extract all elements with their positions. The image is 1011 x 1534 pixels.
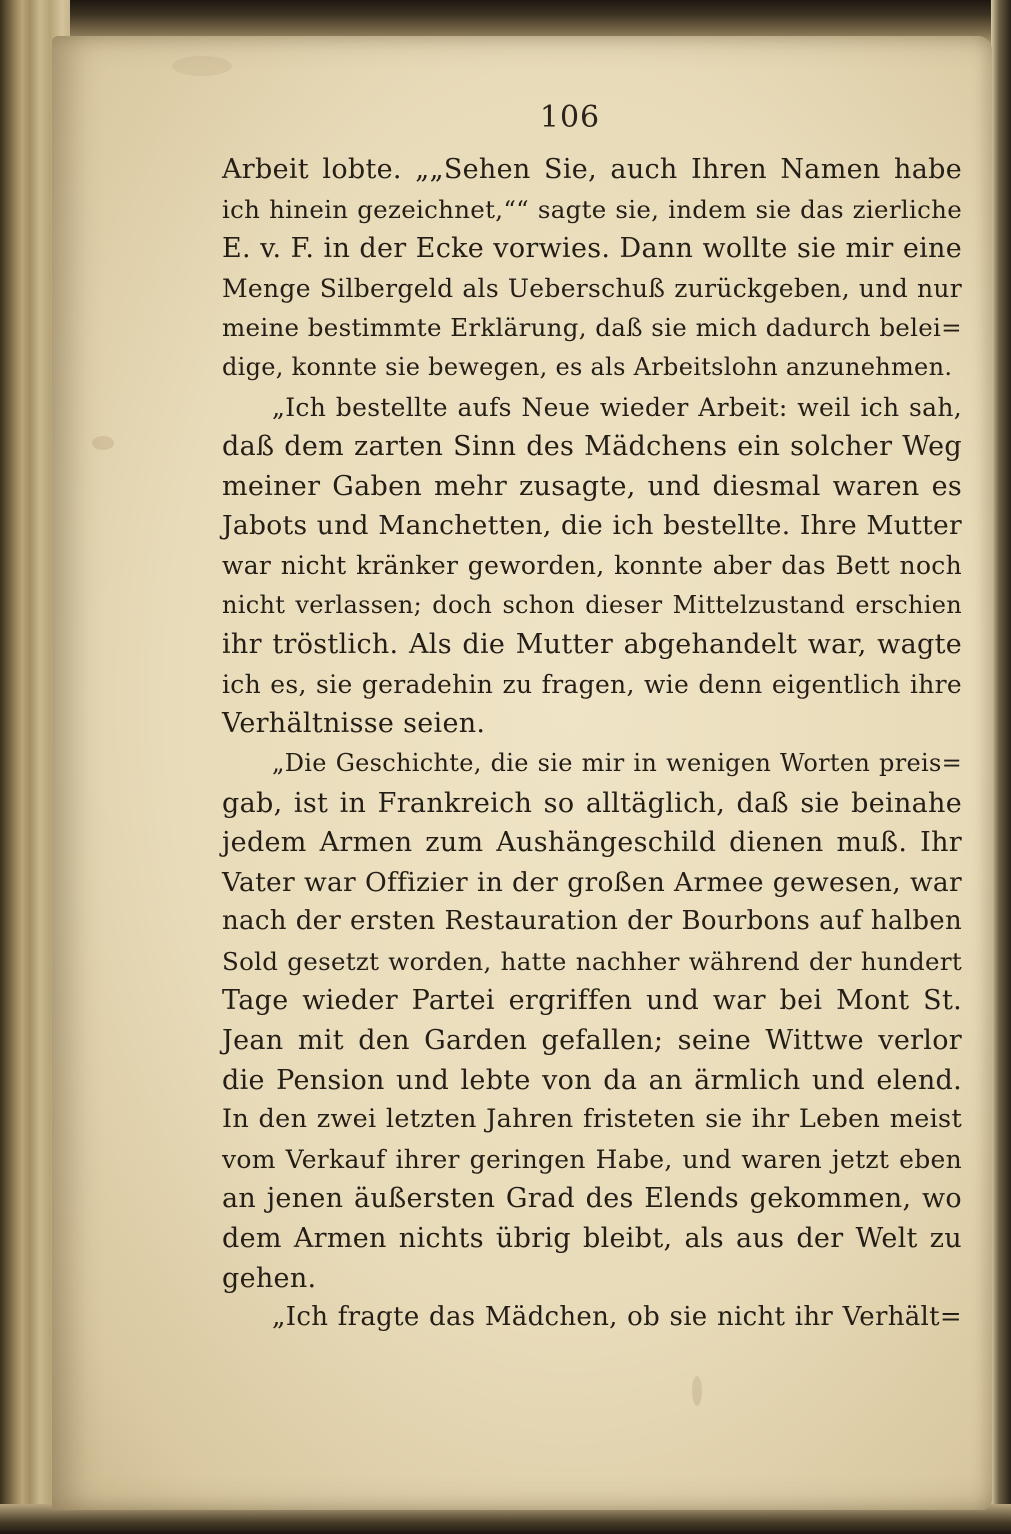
text-line: Jabots und Manchetten, die ich bestellte. Ihre Mutter bbox=[222, 510, 962, 542]
page-number: 106 bbox=[539, 100, 601, 135]
text-line: an jenen äußersten Grad des Elends gekommen, wo bbox=[222, 1183, 962, 1215]
text-line: die Pension und lebte von da an ärmlich und elend. bbox=[222, 1064, 962, 1096]
text-line: Arbeit lobte. „„Sehen Sie, auch Ihren Namen habe bbox=[222, 154, 962, 185]
text-line: dige, konnte sie bewegen, es als Arbeitslohn anzunehmen. bbox=[222, 352, 953, 381]
text-line: In den zwei letzten Jahren fristeten sie ihr Leben meist bbox=[222, 1104, 962, 1135]
text-line: Sold gesetzt worden, hatte nachher während der hundert bbox=[222, 946, 962, 976]
paper-stain bbox=[92, 436, 114, 450]
text-line: Menge Silbergeld als Ueberschuß zurückgeben, und nur bbox=[222, 273, 962, 303]
body-text bbox=[222, 150, 962, 1338]
text-line: „Ich bestellte aufs Neue wieder Arbeit: weil ich sah, bbox=[272, 392, 962, 422]
text-line: ihr tröstlich. Als die Mutter abgehandelt war, wagte bbox=[222, 629, 962, 661]
text-line: daß dem zarten Sinn des Mädchens ein solcher Weg bbox=[222, 431, 962, 463]
paper-stain bbox=[692, 1376, 702, 1406]
text-line: jedem Armen zum Aushängeschild dienen muß. Ihr bbox=[222, 827, 962, 859]
text-line: gehen. bbox=[222, 1262, 317, 1294]
text-line: vom Verkauf ihrer geringen Habe, und waren jetzt eben bbox=[222, 1144, 962, 1174]
book-right-edge bbox=[991, 0, 1011, 1534]
text-line: war nicht kränker geworden, konnte aber das Bett noch bbox=[222, 550, 962, 580]
text-line: Tage wieder Partei ergriffen und war bei Mont St. bbox=[222, 985, 962, 1017]
text-line: „Die Geschichte, die sie mir in wenigen Worten preis= bbox=[272, 748, 962, 777]
text-line: E. v. F. in der Ecke vorwies. Dann wollte sie mir eine bbox=[222, 233, 962, 265]
text-line: ich hinein gezeichnet,““ sagte sie, indem sie das zierliche bbox=[222, 194, 962, 224]
text-line: Jean mit den Garden gefallen; seine Wittwe verlor bbox=[222, 1025, 962, 1057]
text-line: gab, ist in Frankreich so alltäglich, daß sie beinahe bbox=[222, 787, 962, 819]
text-line: ich es, sie geradehin zu fragen, wie denn eigentlich ihre bbox=[222, 669, 962, 699]
text-line: dem Armen nichts übrig bleibt, als aus der Welt zu bbox=[222, 1223, 962, 1255]
text-line: nicht verlassen; doch schon dieser Mittelzustand erschien bbox=[222, 590, 962, 619]
paper-stain bbox=[172, 56, 232, 76]
text-line: „Ich fragte das Mädchen, ob sie nicht ihr Verhält= bbox=[272, 1302, 962, 1333]
text-line: meiner Gaben mehr zusagte, und diesmal waren es bbox=[222, 470, 962, 502]
text-line: nach der ersten Restauration der Bourbons auf halben bbox=[222, 906, 962, 937]
text-line: meine bestimmte Erklärung, daß sie mich dadurch belei= bbox=[222, 313, 962, 343]
text-line: Verhältnisse seien. bbox=[222, 708, 486, 740]
text-line: Vater war Offizier in der großen Armee gewesen, war bbox=[222, 866, 962, 898]
